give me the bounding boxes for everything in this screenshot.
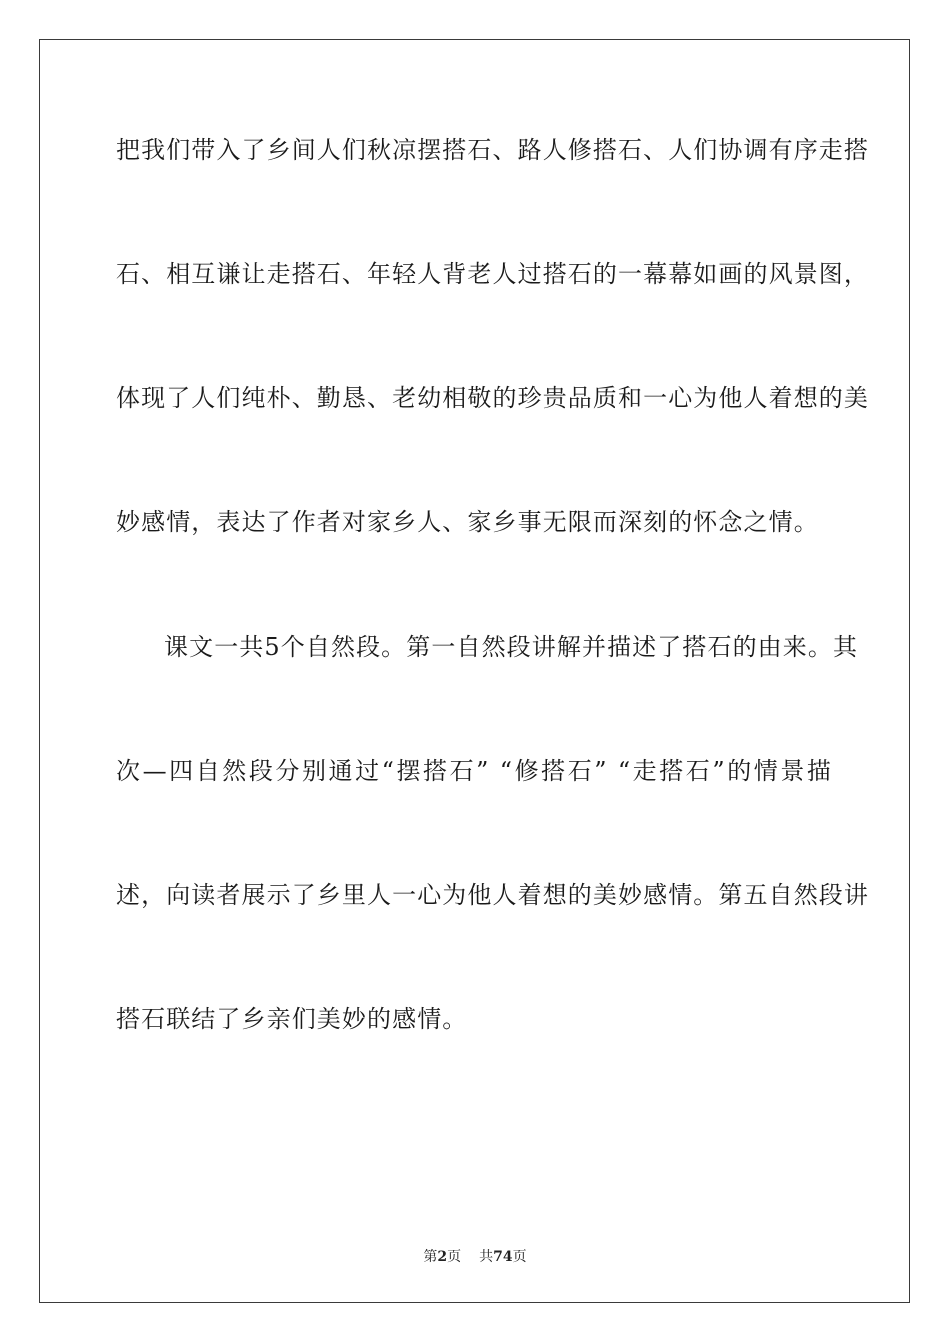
page-footer [0, 1248, 950, 1266]
current-page-number: 2 [437, 1249, 448, 1265]
text-line-5: 课文一共5个自然段。第一自然段讲解并描述了搭石的由来。其 [164, 633, 859, 661]
page-border [39, 39, 910, 1303]
text-line-4: 妙感情，表达了作者对家乡人、家乡事无限而深刻的怀念之情。 [116, 508, 819, 536]
text-line-8: 搭石联结了乡亲们美妙的感情。 [116, 1005, 468, 1033]
text-line-1: 把我们带入了乡间人们秋凉摆搭石、路人修搭石、人们协调有序走搭 [116, 136, 869, 164]
text-line-7: 述，向读者展示了乡里人一心为他人着想的美妙感情。第五自然段讲 [116, 881, 869, 909]
footer-page-suffix: 页 [447, 1249, 462, 1265]
text-line-6: 次—四自然段分别通过“摆搭石” “修搭石” “走搭石”的情景描 [116, 757, 832, 785]
footer-prefix: 第 [423, 1249, 438, 1265]
text-line-2: 石、相互谦让走搭石、年轻人背老人过搭石的一幕幕如画的风景图， [116, 260, 869, 288]
footer-total-suffix: 页 [512, 1249, 527, 1265]
total-page-count: 74 [493, 1249, 513, 1265]
footer-total-prefix: 共 [479, 1249, 494, 1265]
text-line-3: 体现了人们纯朴、勤恳、老幼相敬的珍贵品质和一心为他人着想的美 [116, 384, 869, 412]
